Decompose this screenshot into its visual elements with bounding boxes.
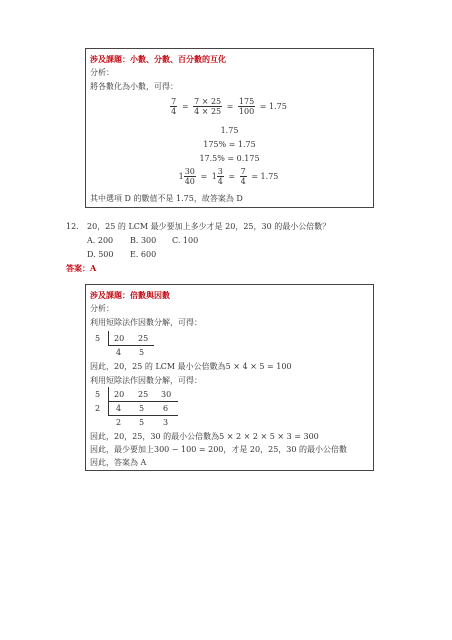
analysis-intro: 利用短除法作因數分解，可得： [90,376,202,385]
lcm-result-line: 因此，20，25，30 的最小公倍數為5 × 2 × 2 × 5 × 3 = 300 [90,432,319,441]
equation-seven-quarters: $\frac{7}{4}$ = $\frac{7 \times 25}{4 \times 25}$ = $\frac{175}{100}$ = 1.75 [171,97,287,116]
question-number: 12. [66,222,79,231]
fraction: $\frac{7}{4}$ [240,167,246,186]
equation-mixed-numbers: 1 $\frac{30}{40}$ = 1 $\frac{3}{4}$ = $\frac{7}{4}$ = 1.75 [178,167,279,186]
explanation-box-fraction-conversion [85,48,374,208]
division-bracket-horizontal [108,415,178,416]
equation-percent-175: 175% = 1.75 [203,140,256,149]
dividend: 30 [161,390,172,399]
equation-percent-17-5: 17.5% = 0.175 [199,154,260,163]
answer-label: 答案：A [66,263,97,273]
quotient: 6 [163,404,169,413]
option-e: E. 600 [130,250,157,259]
equation-decimal: 1.75 [220,126,239,135]
division-bracket-horizontal [108,345,154,346]
quotient: 4 [116,348,122,357]
topic-title: 涉及課題：小數、分數、百分數的互化 [90,54,226,64]
analysis-intro: 將各數化為小數，可得： [90,82,178,91]
quotient: 4 [116,404,122,413]
divisor: 5 [95,334,101,343]
dividend: 20 [114,334,125,343]
dividend: 20 [114,390,125,399]
question-text: 20，25 的 LCM 最少要加上多少才是 20，25，30 的最小公倍數？ [87,222,331,231]
analysis-intro: 利用短除法作因數分解，可得： [90,318,202,327]
option-b: B. 300 [130,236,157,245]
lcm-result-line: 因此，20，25 的 LCM 最小公倍數為5 × 4 × 5 = 100 [90,362,292,371]
topic-title: 涉及課題：倍數與因數 [90,290,170,300]
fraction: $\frac{3}{4}$ [217,167,223,186]
difference-line: 因此，最少要加上300 − 100 = 200，才是 20，25，30 的最小公倍數 [90,445,348,454]
analysis-label: 分析： [90,304,114,313]
fraction: $\frac{30}{40}$ [184,167,195,186]
option-c: C. 100 [172,236,199,245]
fraction: $\frac{175}{100}$ [238,97,255,116]
quotient: 2 [116,418,122,427]
division-bracket-vertical [108,331,109,345]
quotient: 3 [163,418,169,427]
divisor: 2 [95,404,101,413]
conclusion-text: 其中選項 D 的數值不是 1.75，故答案為 D [90,194,243,203]
option-d: D. 500 [87,250,114,259]
option-a: A. 200 [87,236,114,245]
division-bracket-horizontal [108,401,178,402]
dividend: 25 [138,334,149,343]
fraction: $\frac{7 \times 25}{4 \times 25}$ [194,97,222,116]
quotient: 5 [139,348,145,357]
explanation-box-multiples-factors [85,284,374,471]
fraction: $\frac{7}{4}$ [171,97,177,116]
divisor: 5 [95,390,101,399]
dividend: 25 [138,390,149,399]
analysis-label: 分析： [90,68,114,77]
quotient: 5 [139,404,145,413]
conclusion-text: 因此，答案為 A [90,458,147,467]
quotient: 5 [139,418,145,427]
